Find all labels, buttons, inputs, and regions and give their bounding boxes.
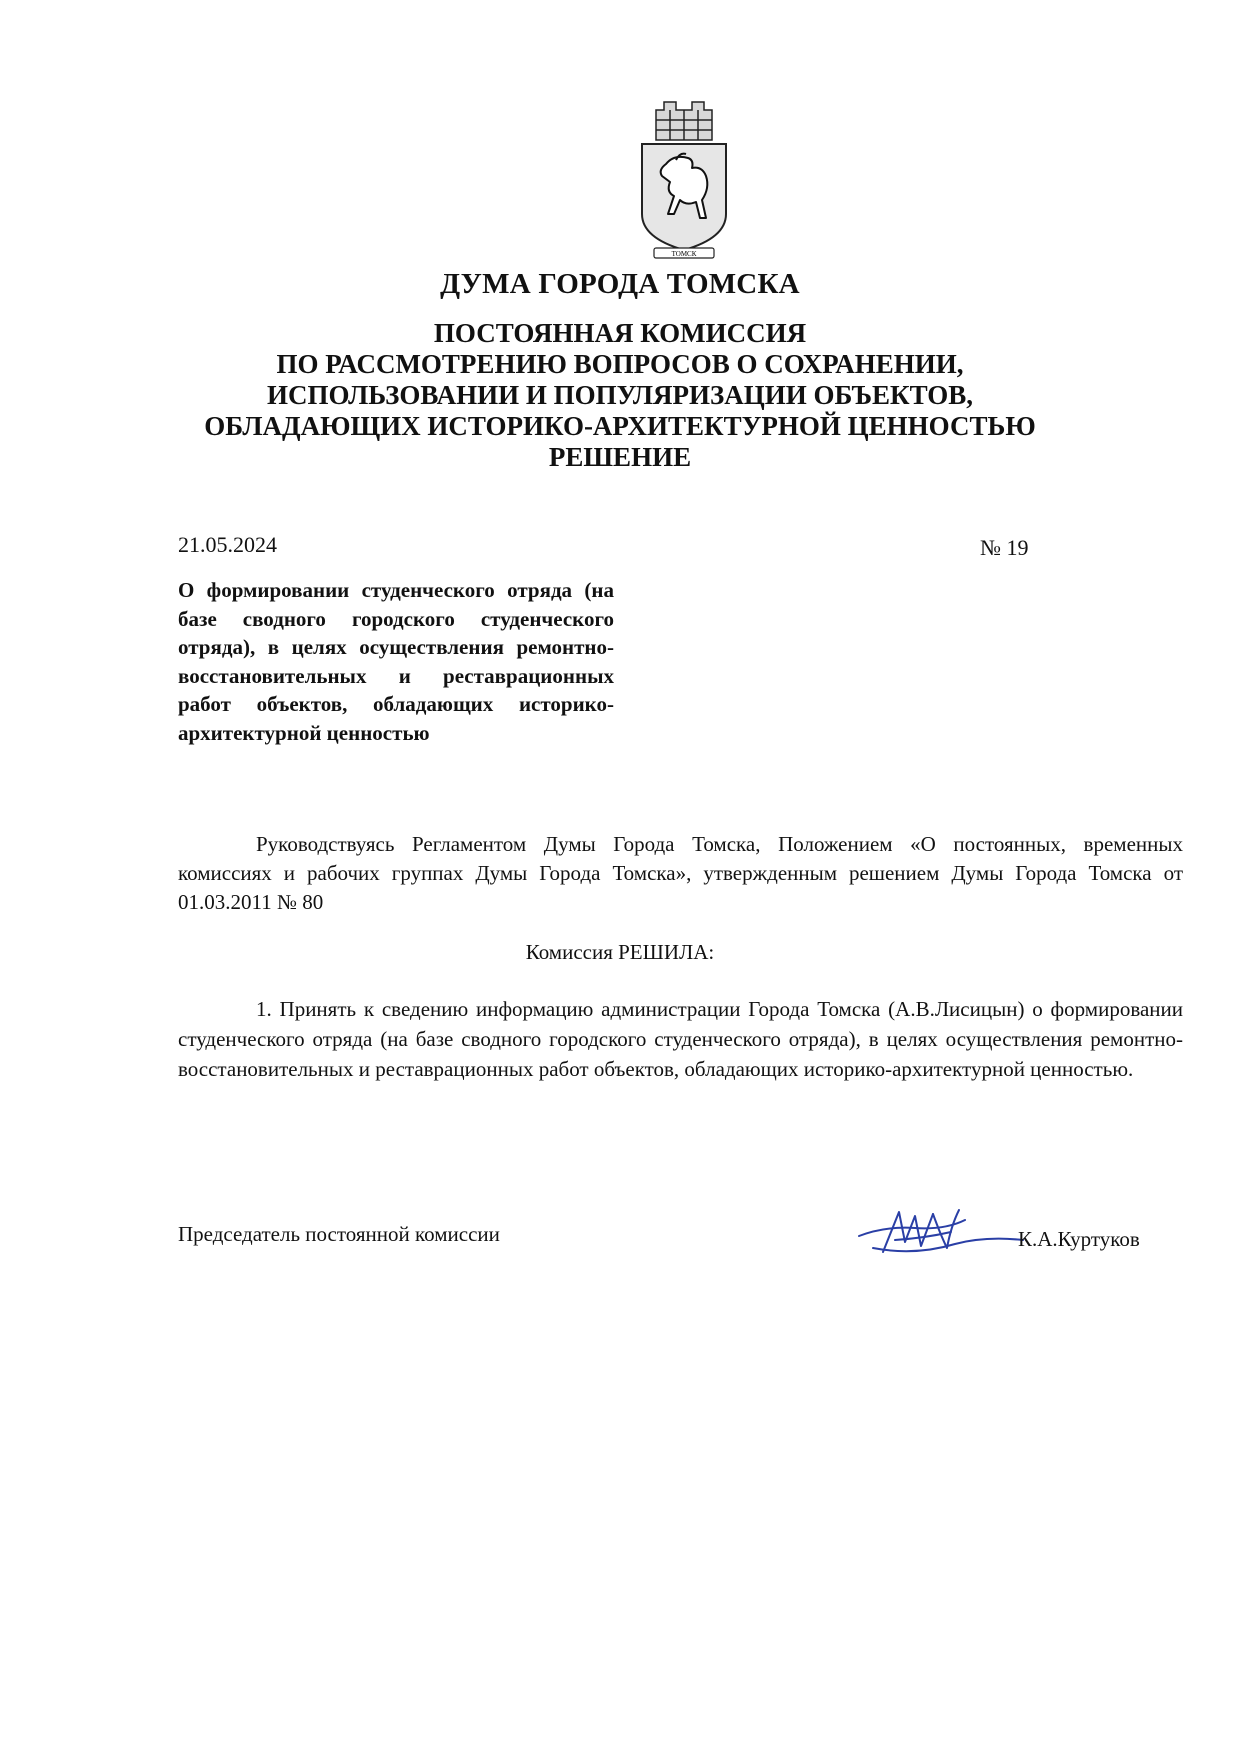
decision-subject: О формировании студенческого отряда (на базе сводного городского студенческого отряда), в целях осуществления ремонтно-восстановительных и реставрационных работ объектов, обладающих историко-архитектурной ценностью (178, 578, 614, 745)
handwritten-signature-icon (855, 1196, 1025, 1266)
commission-line: ОБЛАДАЮЩИХ ИСТОРИКО-АРХИТЕКТУРНОЙ ЦЕННОСТЬЮ (204, 411, 1036, 441)
preamble-paragraph: Руководствуясь Регламентом Думы Города Томска, Положением «О постоянных, временных комиссиях и рабочих группах Думы Города Томска», утвержденным решением Думы Города Томска от 01.03.2011 № 80 (178, 832, 1183, 914)
signatory-position: Председатель постоянной комиссии (178, 1222, 500, 1246)
commission-heading (0, 318, 1240, 473)
organization-title: ДУМА ГОРОДА ТОМСКА (440, 268, 800, 300)
signatory-name: К.А.Куртуков (1018, 1227, 1140, 1251)
commission-line: ПОСТОЯННАЯ КОМИССИЯ (433, 318, 807, 348)
decision-point-1: 1. Принять к сведению информацию администрации Города Томска (А.В.Лисицын) о формировании студенческого отряда (на базе сводного городского студенческого отряда), в целях осуществления ремонтно-восстановительных и реставрационных работ объектов, обладающих историко-архитектурной ценностью. (178, 997, 1183, 1081)
crown-icon (656, 102, 712, 140)
commission-line: ПО РАССМОТРЕНИЮ ВОПРОСОВ О СОХРАНЕНИИ, (276, 349, 964, 379)
motto-ribbon-text: ТОМСК (671, 250, 697, 258)
city-coat-of-arms-icon (636, 96, 732, 262)
document-type: РЕШЕНИЕ (548, 442, 692, 472)
decision-number: № 19 (980, 535, 1029, 560)
commission-line: ИСПОЛЬЗОВАНИИ И ПОПУЛЯРИЗАЦИИ ОБЪЕКТОВ, (266, 380, 974, 410)
decision-heading: Комиссия РЕШИЛА: (525, 940, 715, 964)
decision-date: 21.05.2024 (178, 532, 277, 557)
